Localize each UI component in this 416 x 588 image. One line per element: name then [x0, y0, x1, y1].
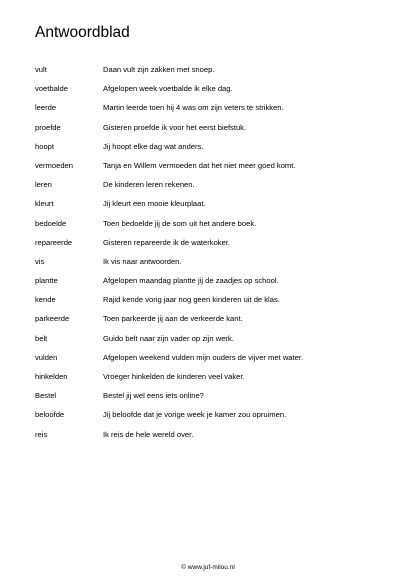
- answer-sentence: Ik vis naar antwoorden.: [103, 256, 182, 266]
- answer-sentence: Afgelopen maandag plantte jij de zaadjes op school.: [103, 276, 279, 286]
- answer-word: kleurt: [35, 199, 54, 209]
- answer-word: beloofde: [35, 410, 65, 420]
- answer-sentence: Toen parkeerde jij aan de verkeerde kant.: [103, 314, 243, 324]
- answer-sentence: Gisteren repareerde ik de waterkoker.: [103, 237, 231, 247]
- answer-row: [35, 276, 385, 295]
- answer-row: [35, 410, 385, 429]
- answer-row: [35, 199, 385, 218]
- answer-row: [35, 314, 385, 333]
- answer-word: voetbalde: [35, 84, 68, 94]
- answer-row: [35, 161, 385, 180]
- answer-sentence: Ik reis de hele wereld over.: [103, 429, 194, 439]
- answer-sentence: Bestel jij wel eens iets online?: [103, 391, 204, 401]
- answer-word: hinkelden: [35, 372, 68, 381]
- answer-word: parkeerde: [35, 314, 70, 324]
- answer-word: vulden: [35, 352, 58, 362]
- answer-word: vult: [35, 65, 47, 74]
- answer-word: leerde: [35, 103, 57, 113]
- answer-row: [35, 257, 385, 276]
- answer-row: [35, 123, 385, 142]
- answer-word: hoopt: [35, 141, 55, 151]
- answer-sentence: Jij hoopt elke dag wat anders.: [103, 141, 204, 151]
- answer-sentence: Vroeger hinkelden de kinderen veel vaker.: [103, 372, 245, 381]
- answer-word: proefde: [35, 122, 61, 132]
- answer-sentence: Daan vult zijn zakken met snoep.: [103, 65, 215, 74]
- answer-row: [35, 391, 385, 410]
- answer-list: [35, 65, 385, 449]
- answer-sentence: Jij beloofde dat je vorige week je kamer zou opruimen.: [103, 410, 287, 420]
- answer-word: Bestel: [35, 391, 57, 401]
- answer-sentence: Jij kleurt een mooie kleurplaat.: [103, 199, 206, 209]
- answer-sentence: De kinderen leren rekenen.: [103, 180, 195, 190]
- answer-row: [35, 334, 385, 353]
- answer-sentence: Martin leerde toen hij 4 was om zijn veters te strikken.: [103, 103, 284, 113]
- answer-row: [35, 180, 385, 199]
- copyright-footer: © www.juf-milou.nl: [181, 564, 235, 571]
- answer-sentence: Rajid kende vorig jaar nog geen kinderen uit de klas.: [103, 295, 280, 305]
- answer-word: vis: [35, 256, 45, 266]
- answer-sentence: Gisteren proefde ik voor het eerst biefstuk.: [103, 122, 247, 132]
- answer-sentence: Tanja en Willem vermoeden dat het niet meer goed komt.: [103, 160, 296, 170]
- answer-word: belt: [35, 333, 48, 343]
- answer-sentence: Guido belt naar zijn vader op zijn werk.: [103, 333, 234, 343]
- answer-row: [35, 103, 385, 122]
- answer-sentence: Afgelopen week voetbalde ik elke dag.: [103, 84, 233, 94]
- answer-sentence: Afgelopen weekend vulden mijn ouders de vijver met water.: [103, 352, 304, 362]
- answer-word: plantte: [35, 276, 58, 286]
- answer-word: vermoeden: [35, 160, 73, 170]
- answer-row: [35, 238, 385, 257]
- answer-row: [35, 142, 385, 161]
- answer-row: [35, 430, 385, 449]
- answer-word: kende: [35, 295, 56, 305]
- answer-word: reis: [35, 429, 48, 439]
- answer-word: leren: [35, 180, 52, 190]
- answer-row: [35, 295, 385, 314]
- answer-word: bedoelde: [35, 218, 67, 228]
- answer-row: [35, 372, 385, 391]
- answer-row: [35, 84, 385, 103]
- answer-word: repareerde: [35, 237, 73, 247]
- answer-row: [35, 219, 385, 238]
- answer-sentence: Toen bedoelde jij de som uit het andere boek.: [103, 218, 257, 228]
- page-title: Antwoordblad: [35, 24, 130, 41]
- answer-row: [35, 65, 385, 84]
- answer-row: [35, 353, 385, 372]
